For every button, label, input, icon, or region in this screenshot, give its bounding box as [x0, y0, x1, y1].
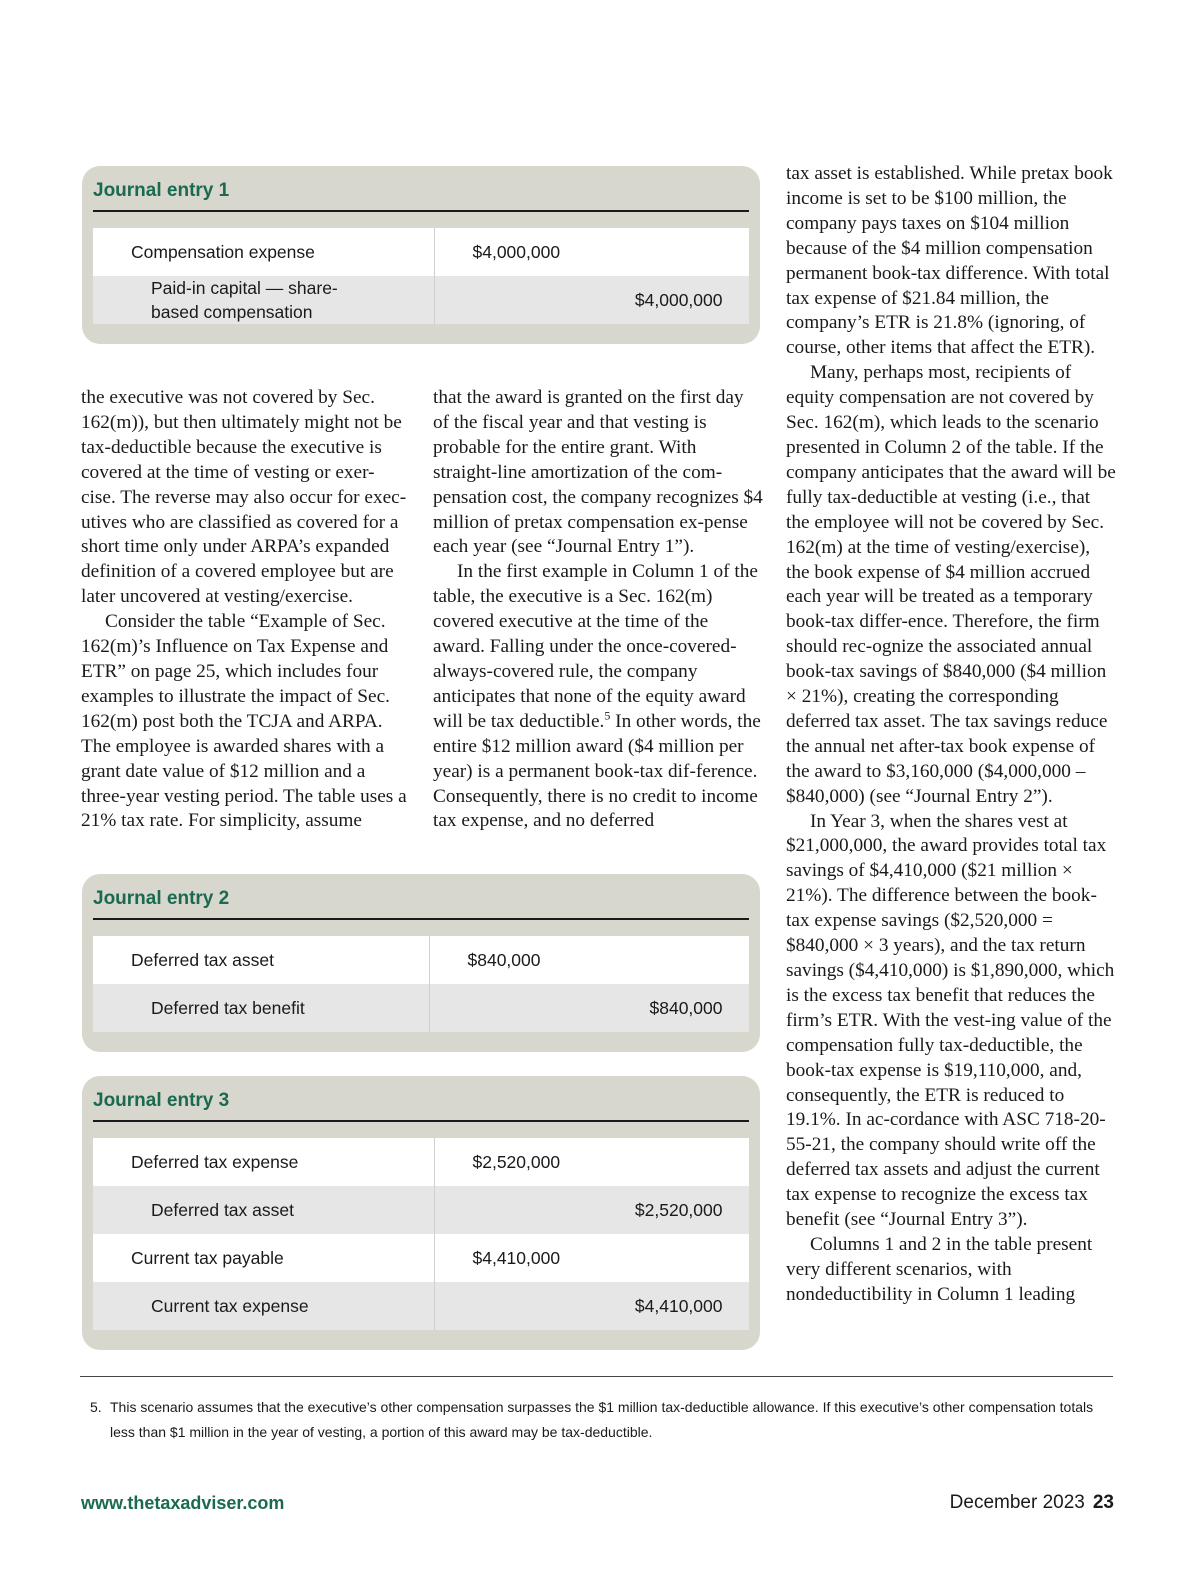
debit-cell: [434, 1186, 590, 1234]
body-paragraph: Columns 1 and 2 in the table present very different scenarios, with nondeductibility in Column 1 leading: [786, 1233, 1093, 1305]
table-row: [93, 936, 749, 984]
debit-cell: $2,520,000: [434, 1138, 590, 1186]
table-row: [93, 228, 749, 276]
footnote-reference: 5: [604, 708, 611, 723]
footnote: [90, 1395, 1110, 1445]
journal-entry-2: [82, 874, 760, 1052]
journal-entry-3: [82, 1076, 760, 1350]
account-cell: [93, 276, 434, 324]
credit-cell: $4,410,000: [590, 1282, 749, 1330]
body-column-2: [433, 386, 763, 834]
footer-date-page: [950, 1492, 1114, 1514]
journal-entry-1-title: Journal entry 1: [93, 166, 749, 212]
account-cell: Current tax payable: [93, 1234, 434, 1282]
credit-cell: [587, 936, 749, 984]
page-number: 23: [1092, 1492, 1114, 1513]
account-cell: Compensation expense: [93, 228, 434, 276]
journal-entry-2-title: Journal entry 2: [93, 874, 749, 920]
account-cell: Deferred tax expense: [93, 1138, 434, 1186]
table-row: [93, 984, 749, 1032]
debit-cell: $4,000,000: [434, 228, 590, 276]
credit-cell: $2,520,000: [590, 1186, 749, 1234]
body-column-1: [81, 386, 407, 834]
account-line-1: Paid-in capital — share-: [151, 278, 338, 298]
footer-website: www.thetaxadviser.com: [81, 1493, 285, 1513]
journal-entry-2-table: [93, 936, 749, 1032]
journal-entry-1: [82, 166, 760, 344]
debit-cell: [434, 276, 590, 324]
credit-cell: [590, 228, 749, 276]
table-row: [93, 276, 749, 324]
account-cell: Current tax expense: [93, 1282, 434, 1330]
account-cell: Deferred tax benefit: [93, 984, 429, 1032]
footer-date: December 2023: [949, 1492, 1085, 1513]
body-paragraph: tax asset is established. While pretax book income is set to be $100 million, the company pays taxes on $104 million because of the $4 million compensation permanent book-tax difference. With total tax expense of $21.84 million, the company’s ETR is 21.8% (ignoring, of course, other items that affect the ETR).: [786, 163, 1113, 359]
body-paragraph: that the award is granted on the first day of the fiscal year and that vesting is probable for the entire grant. With straight-line amortization of the com-pensation cost, the company recognizes $4 million of pretax compensation ex-pense each year (see “Journal Entry 1”).: [433, 387, 763, 558]
credit-cell: $4,000,000: [590, 276, 749, 324]
footnote-divider: [80, 1376, 1113, 1377]
body-paragraph: Consider the table “Example of Sec. 162(m)’s Influence on Tax Expense and ETR” on page 25, which includes four examples to illustrate the impact of Sec. 162(m) post both the TCJA and ARPA. The employee is awarded shares with a grant date value of $12 million and a three-year vesting period. The table uses a 21% tax rate. For simplicity, assume: [81, 611, 407, 832]
credit-cell: [590, 1234, 749, 1282]
debit-cell: $840,000: [429, 936, 587, 984]
journal-entry-1-table: [93, 228, 749, 324]
account-cell: Deferred tax asset: [93, 1186, 434, 1234]
account-cell: Deferred tax asset: [93, 936, 429, 984]
body-text: In other words, the entire $12 million award ($4 million per year) is a permanent book-tax dif-ference. Consequently, there is no credit to income tax expense, and no deferred: [433, 710, 761, 832]
debit-cell: [429, 984, 587, 1032]
body-text: In the first example in Column 1 of the table, the executive is a Sec. 162(m) covered executive at the time of the award. Falling under the once-covered-always-covered rule, the company anticipates that none of the equity award will be tax deductible.: [433, 561, 758, 732]
body-paragraph: the executive was not covered by Sec. 162(m)), but then ultimately might not be tax-deductible because the executive is covered at the time of vesting or exer-cise. The reverse may also occur for exec-utives who are classified as covered for a short time only under ARPA’s expanded definition of a covered employee but are later uncovered at vesting/exercise.: [81, 387, 407, 608]
account-line-2: based compensation: [151, 302, 313, 322]
credit-cell: $840,000: [587, 984, 749, 1032]
body-paragraph: Many, perhaps most, recipients of equity compensation are not covered by Sec. 162(m), which leads to the scenario presented in Column 2 of the table. If the company anticipates that the award will be fully tax-deductible at vesting (i.e., that the employee will not be covered by Sec. 162(m) at the time of vesting/exercise), the book expense of $4 million accrued each year will be treated as a temporary book-tax differ-ence. Therefore, the firm should rec-ognize the associated annual book-tax savings of $840,000 ($4 million × 21%), creating the corresponding deferred tax asset. The tax savings reduce the annual net after-tax book expense of the award to $3,160,000 ($4,000,000 – $840,000) (see “Journal Entry 2”).: [786, 362, 1116, 807]
body-paragraph: [433, 560, 763, 834]
footnote-text: This scenario assumes that the executive’s other compensation surpasses the $1 million tax-deductible allowance. If this executive’s other compensation totals less than $1 million in the year of vesting, a portion of this award may be tax-deductible.: [110, 1399, 1094, 1440]
table-row: [93, 1282, 749, 1330]
credit-cell: [590, 1138, 749, 1186]
debit-cell: $4,410,000: [434, 1234, 590, 1282]
table-row: [93, 1186, 749, 1234]
table-row: [93, 1138, 749, 1186]
journal-entry-3-title: Journal entry 3: [93, 1076, 749, 1122]
footnote-number: 5.: [90, 1399, 102, 1415]
debit-cell: [434, 1282, 590, 1330]
body-column-3: [786, 162, 1116, 1308]
table-row: [93, 1234, 749, 1282]
journal-entry-3-table: [93, 1138, 749, 1330]
body-paragraph: In Year 3, when the shares vest at $21,000,000, the award provides total tax savings of $4,410,000 ($21 million × 21%). The difference between the book-tax expense savings ($2,520,000 = $840,000 × 3 years), and the tax return savings ($4,410,000) is $1,890,000, which is the excess tax benefit that reduces the firm’s ETR. With the vest-ing value of the compensation fully tax-deductible, the book-tax expense is $19,110,000, and, consequently, the ETR is reduced to 19.1%. In ac-cordance with ASC 718-20-55-21, the company should write off the deferred tax assets and adjust the current tax expense to recognize the excess tax benefit (see “Journal Entry 3”).: [786, 810, 1115, 1231]
